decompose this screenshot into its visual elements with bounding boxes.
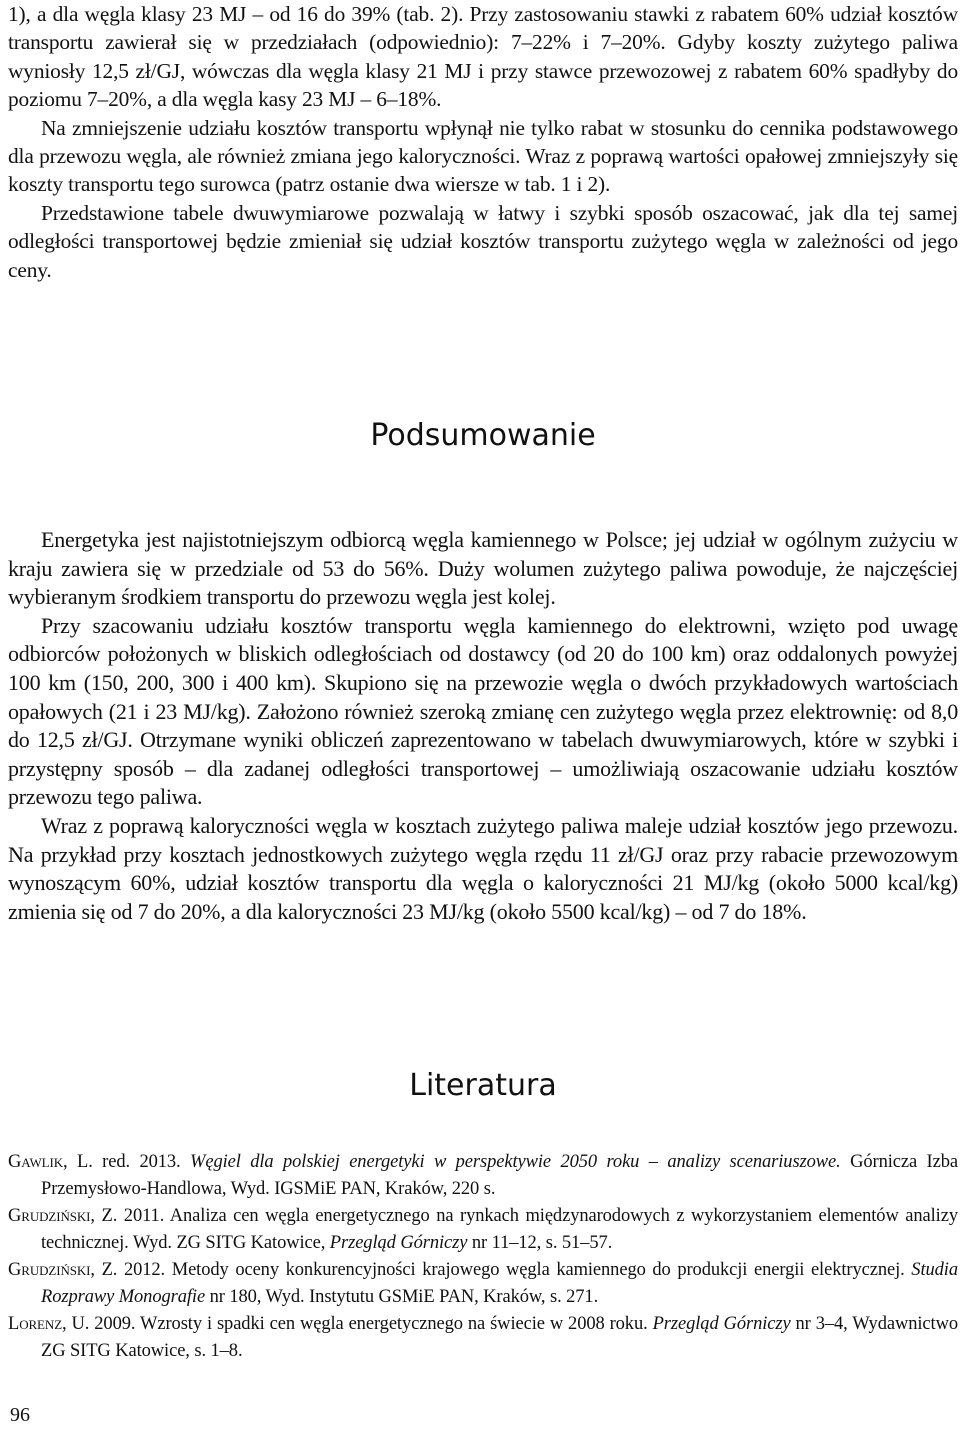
reference-author: Lorenz, U. (8, 1314, 90, 1334)
reference-item (8, 1311, 958, 1365)
reference-journal: Studia Rozprawy Monografie (41, 1260, 958, 1307)
reference-journal: Przegląd Górniczy (652, 1314, 791, 1334)
reference-details: nr 3–4, Wydawnictwo ZG SITG Katowice, s. 1–8. (41, 1314, 958, 1361)
reference-author: Gawlik, L. (8, 1152, 93, 1172)
paragraph: Na zmniejszenie udziału kosztów transportu wpłynął nie tylko rabat w stosunku do cennika podstawowego dla przewozu węgla, ale również zmiana jego kaloryczności. Wraz z poprawą wartości opałowej zmniejszyły się koszty transportu tego surowca (patrz ostanie dwa wiersze w tab. 1 i 2). (8, 115, 958, 197)
reference-journal: Przegląd Górniczy (329, 1233, 468, 1253)
continued-text (8, 0, 958, 284)
reference-list (8, 1149, 958, 1365)
paragraph: 1), a dla węgla klasy 23 MJ – od 16 do 39% (tab. 2). Przy zastosowaniu stawki z rabatem 60% udział kosztów transportu zawierał się w przedziałach (odpowiednio): 7–22% i 7–20%. Gdyby koszty zużytego paliwa wyniosły 12,5 zł/GJ, wówczas dla węgla klasy 21 MJ i przy stawce przewozowej z rabatem 60% spadłyby do poziomu 7–20%, a dla węgla kasy 23 MJ – 6–18%. (8, 2, 958, 112)
paragraph: Przy szacowaniu udziału kosztów transportu węgla kamiennego do elektrowni, wzięto pod uwagę odbiorców położonych w bliskich odległościach od dostawcy (od 20 do 100 km) oraz oddalonych powyżej 100 km (150, 200, 300 i 400 km). Skupiono się na przewozie węgla o dwóch przykładowych wartościach opałowych (21 i 23 MJ/kg). Założono również szeroką zmianę cen zużytego węgla przez elektrownię: od 8,0 do 12,5 zł/GJ. Otrzymane wyniki obliczeń zaprezentowano w tabelach dwuwymiarowych, które w szybki i przystępny sposób – dla zadanej odległości transportowej – umożliwiają oszacowanie udziału kosztów przewozu tego paliwa. (8, 612, 958, 810)
section-heading-summary: Podsumowanie (370, 418, 596, 453)
reference-details: Górnicza Izba Przemysłowo-Handlowa, Wyd. IGSMiE PAN, Kraków, 220 s. (41, 1152, 958, 1199)
reference-item (8, 1257, 958, 1311)
reference-author: Grudziński, Z. (8, 1206, 118, 1226)
reference-details: red. 2013. (92, 1152, 191, 1172)
reference-details: 2009. Wzrosty i spadki cen węgla energetycznego na świecie w 2008 roku. (89, 1314, 653, 1334)
page-content (8, 0, 958, 1361)
paragraph: Energetyka jest najistotniejszym odbiorcą węgla kamiennego w Polsce; jej udział w ogólnym zużyciu w kraju zawiera się w przedziale od 53 do 56%. Duży wolumen zużytego paliwa powoduje, że najczęściej wybieranym środkiem transportu do przewozu węgla jest kolej. (8, 527, 958, 610)
reference-item (8, 1203, 958, 1257)
reference-details: nr 11–12, s. 51–57. (467, 1233, 613, 1253)
reference-details: nr 180, Wyd. Instytutu GSMiE PAN, Kraków, s. 271. (205, 1287, 599, 1307)
reference-title: Węgiel dla polskiej energetyki w perspektywie 2050 roku – analizy scenariuszowe. (190, 1152, 841, 1172)
reference-details: 2012. Metody oceny konkurencyjności krajowego węgla kamiennego do produkcji energii elektrycznej. (117, 1260, 912, 1280)
paragraph: Przedstawione tabele dwuwymiarowe pozwalają w łatwy i szybki sposób oszacować, jak dla tej samej odległości transportowej będzie zmieniał się udział kosztów transportu zużytego węgla w zależności od jego ceny. (8, 200, 958, 282)
page-number: 96 (10, 1404, 30, 1426)
section-heading-literature: Literatura (409, 1068, 557, 1103)
summary-section (8, 526, 958, 926)
reference-item (8, 1149, 958, 1203)
reference-author: Grudziński, Z. (8, 1260, 118, 1280)
reference-details: 2011. Analiza cen węgla energetycznego na rynkach międzynarodowych z wykorzystaniem elementów analizy technicznej. Wyd. ZG SITG Katowice, (41, 1206, 958, 1253)
paragraph: Wraz z poprawą kaloryczności węgla w kosztach zużytego paliwa maleje udział kosztów jego przewozu. Na przykład przy kosztach jednostkowych zużytego węgla rzędu 11 zł/GJ oraz przy rabacie przewozowym wynoszącym 60%, udział kosztów transportu dla węgla o kaloryczności 21 MJ/kg (około 5000 kcal/kg) zmienia się od 7 do 20%, a dla kaloryczności 23 MJ/kg (około 5500 kcal/kg) – od 7 do 18%. (8, 812, 958, 924)
